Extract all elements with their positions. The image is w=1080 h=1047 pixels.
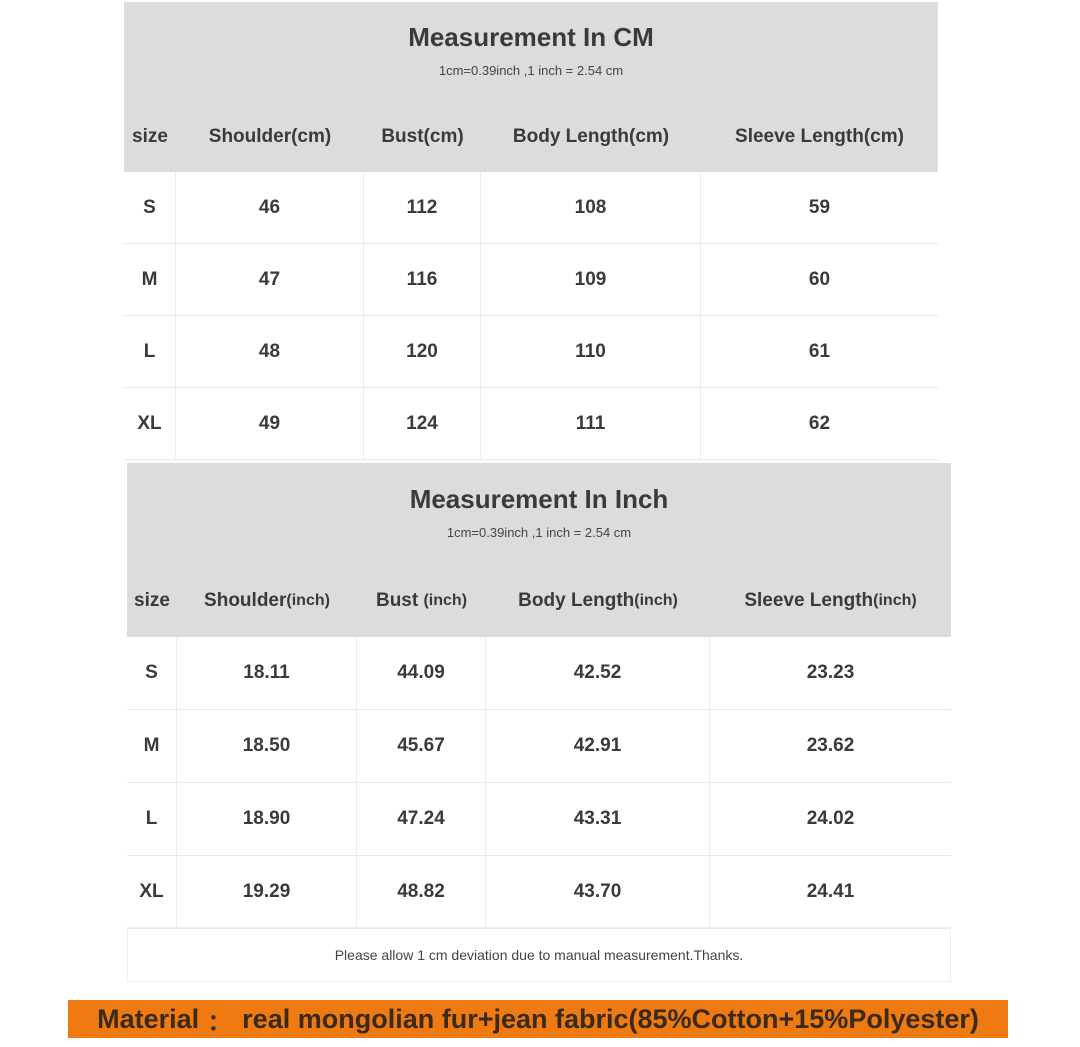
body-length-cell: 109: [481, 244, 701, 315]
table-row: [127, 710, 951, 783]
shoulder-cell: 48: [176, 316, 364, 387]
header-unit: (inch): [286, 592, 330, 609]
cm-table-subtitle: 1cm=0.39inch ,1 inch = 2.54 cm: [438, 63, 624, 78]
bust-cell: 124: [364, 388, 481, 459]
table-row: [127, 637, 951, 710]
inch-table-title: Measurement In Inch: [409, 484, 669, 514]
cm-measurement-table: [124, 2, 938, 460]
sleeve-length-cell: 24.02: [806, 808, 855, 829]
body-length-cell: 42.91: [486, 710, 710, 782]
column-header-sleeve-length: [710, 584, 951, 618]
bust-cell: 112: [364, 172, 481, 243]
inch-column-headers: [127, 584, 951, 618]
body-length-cell: 110: [481, 316, 701, 387]
table-row: [127, 783, 951, 856]
column-header-sleeve-length: Sleeve Length(cm): [735, 126, 904, 147]
sleeve-length-cell: 24.41: [806, 881, 855, 902]
material-separator: ：: [207, 1006, 235, 1037]
shoulder-cell: 18.90: [177, 783, 357, 855]
size-cell: S: [127, 637, 177, 709]
sleeve-length-cell: 23.23: [806, 662, 855, 683]
column-header-bust: Bust(cm): [381, 126, 464, 147]
material-label: Material: [97, 1003, 200, 1034]
body-length-cell: 108: [481, 172, 701, 243]
size-cell: XL: [127, 856, 177, 928]
header-unit: (inch): [634, 592, 678, 609]
cm-table-title: Measurement In CM: [408, 22, 654, 52]
bust-cell: 44.09: [357, 637, 486, 709]
shoulder-cell: 18.50: [177, 710, 357, 782]
size-cell: M: [124, 244, 176, 315]
sleeve-length-cell: 59: [808, 196, 831, 218]
column-header-size: [127, 584, 177, 618]
header-main: Bust: [375, 590, 424, 611]
bust-cell: 45.67: [357, 710, 486, 782]
body-length-cell: 43.31: [486, 783, 710, 855]
table-row: [124, 244, 938, 316]
sleeve-length-cell: 60: [808, 268, 831, 290]
column-header-body-length: [486, 584, 710, 618]
column-header-body-length: Body Length(cm): [512, 126, 670, 147]
material-banner: [68, 1000, 1008, 1038]
column-header-bust: [357, 584, 486, 618]
bust-cell: 48.82: [357, 856, 486, 928]
shoulder-cell: 47: [176, 244, 364, 315]
shoulder-cell: 49: [176, 388, 364, 459]
cm-column-headers: [124, 120, 938, 154]
table-row: [127, 856, 951, 929]
header-unit: (inch): [423, 592, 468, 609]
header-main: Body Length: [518, 590, 635, 611]
size-cell: S: [124, 172, 176, 243]
cm-table-header: [124, 2, 938, 172]
size-cell: XL: [124, 388, 176, 459]
size-cell: M: [127, 710, 177, 782]
inch-table-header: [127, 463, 951, 637]
sleeve-length-cell: 61: [808, 340, 831, 362]
shoulder-cell: 18.11: [177, 637, 357, 709]
sleeve-length-cell: 62: [808, 412, 831, 434]
shoulder-cell: 46: [176, 172, 364, 243]
header-main: Sleeve Length: [744, 590, 874, 611]
shoulder-cell: 19.29: [177, 856, 357, 928]
size-cell: L: [124, 316, 176, 387]
column-header-shoulder: [177, 584, 357, 618]
column-header-size: size: [132, 126, 168, 147]
body-length-cell: 43.70: [486, 856, 710, 928]
sleeve-length-cell: 23.62: [806, 735, 855, 756]
body-length-cell: 42.52: [486, 637, 710, 709]
header-main: Shoulder: [204, 590, 287, 611]
bust-cell: 120: [364, 316, 481, 387]
size-cell: L: [127, 783, 177, 855]
header-main: size: [134, 590, 170, 611]
column-header-shoulder: Shoulder(cm): [208, 126, 332, 147]
material-value: real mongolian fur+jean fabric(85%Cotton+15%Polyester): [242, 1003, 979, 1034]
bust-cell: 116: [364, 244, 481, 315]
header-unit: (inch): [873, 592, 917, 609]
table-row: [124, 388, 938, 460]
table-row: [124, 172, 938, 244]
body-length-cell: 111: [481, 388, 701, 459]
bust-cell: 47.24: [357, 783, 486, 855]
inch-measurement-table: [127, 463, 951, 929]
table-row: [124, 316, 938, 388]
inch-table-subtitle: 1cm=0.39inch ,1 inch = 2.54 cm: [446, 525, 632, 540]
deviation-note: Please allow 1 cm deviation due to manual measurement.Thanks.: [127, 927, 951, 982]
